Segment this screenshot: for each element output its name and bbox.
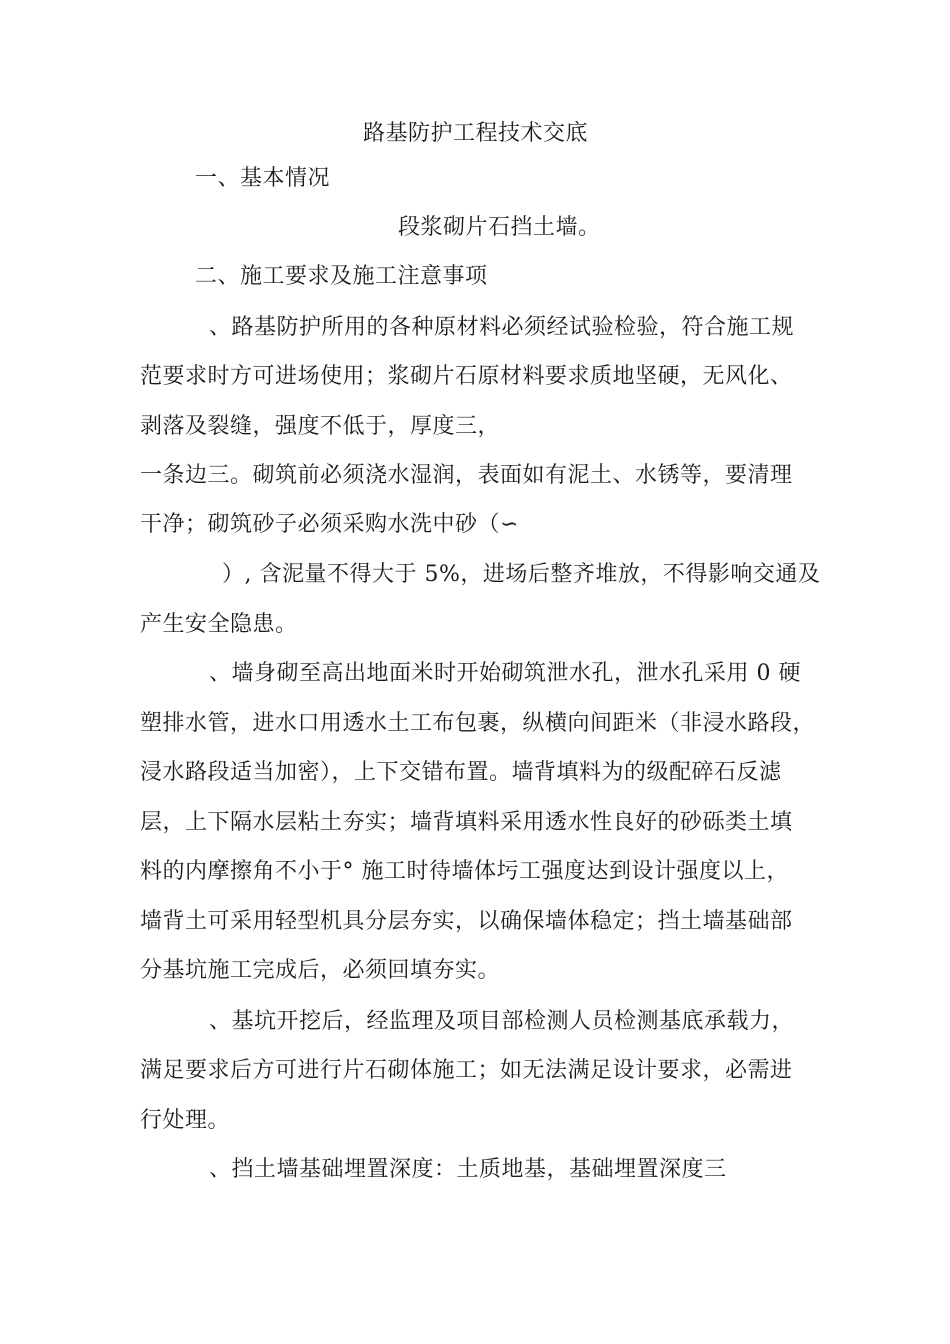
paragraph-line: 干净；砌筑砂子必须采购水洗中砂（∽ <box>140 512 519 537</box>
section-heading-requirements: 二、施工要求及施工注意事项 <box>195 264 488 289</box>
paragraph-line: 料的内摩擦角不小于° 施工时待墙体圬工强度达到设计强度以上， <box>140 859 789 884</box>
paragraph-line: 、路基防护所用的各种原材料必须经试验检验，符合施工规 <box>209 315 795 340</box>
paragraph-line: 范要求时方可进场使用；浆砌片石原材料要求质地坚硬，无风化、 <box>140 364 793 389</box>
paragraph-line: 分基坑施工完成后，必须回填夯实。 <box>140 958 501 983</box>
paragraph-line: 层，上下隔水层粘土夯实；墙背填料采用透水性良好的砂砾类土填 <box>140 810 793 835</box>
paragraph-line: 剥落及裂缝，强度不低于，厚度三， <box>140 414 501 439</box>
paragraph-line: 一条边三。砌筑前必须浇水湿润，表面如有泥土、水锈等，要清理 <box>140 463 793 488</box>
paragraph-line: 产生安全隐患。 <box>140 612 298 637</box>
paragraph-line: 、基坑开挖后，经监理及项目部检测人员检测基底承载力， <box>209 1009 795 1034</box>
paragraph-line: 浸水路段适当加密），上下交错布置。墙背填料为的级配碎石反滤 <box>140 760 782 785</box>
paragraph-line: 墙背土可采用轻型机具分层夯实，以确保墙体稳定；挡土墙基础部 <box>140 909 793 934</box>
paragraph-line: 、墙身砌至高出地面米时开始砌筑泄水孔，泄水孔采用 0 硬 <box>209 661 801 686</box>
paragraph-line: 塑排水管，进水口用透水土工布包裹，纵横向间距米（非浸水路段， <box>140 711 816 736</box>
paragraph-line: ）, 含泥量不得大于 5%，进场后整齐堆放，不得影响交通及 <box>222 562 821 587</box>
basic-info-text: 段浆砌片石挡土墙。 <box>398 215 601 240</box>
document-title: 路基防护工程技术交底 <box>363 121 589 146</box>
paragraph-line: 满足要求后方可进行片石砌体施工；如无法满足设计要求，必需进 <box>140 1058 793 1083</box>
paragraph-line: 行处理。 <box>140 1108 231 1133</box>
paragraph-line: 、挡土墙基础埋置深度：土质地基，基础埋置深度三 <box>209 1157 727 1182</box>
section-heading-basic-info: 一、基本情况 <box>195 166 331 191</box>
